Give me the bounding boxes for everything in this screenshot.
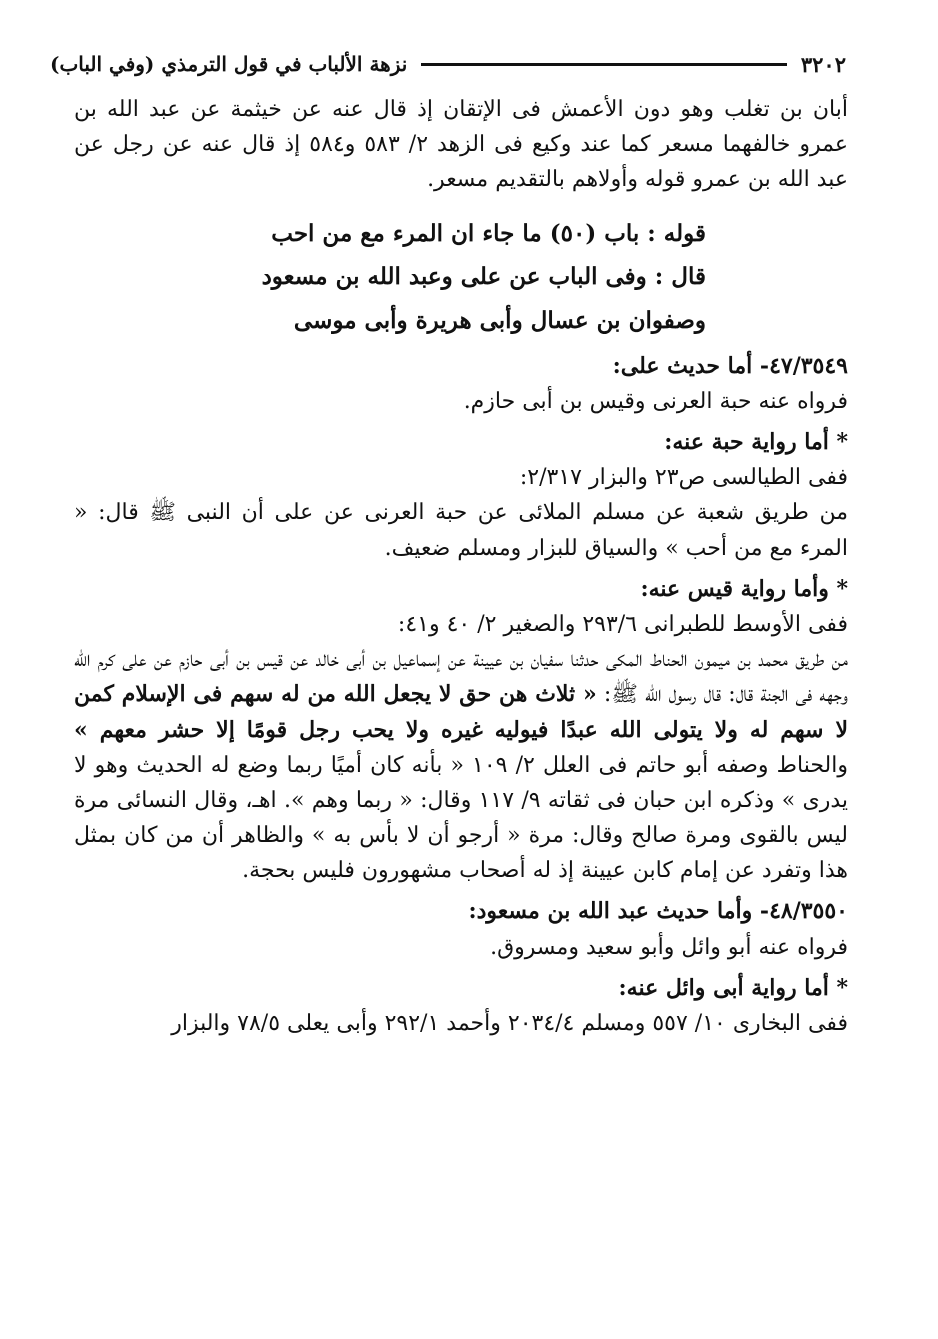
hadith-heading: ٤٨/٣٥٥٠- وأما حديث عبد الله بن مسعود: (468, 898, 848, 925)
hadith-heading: ٤٧/٣٥٤٩- أما حديث على: (612, 352, 848, 379)
paragraph: ففى الطيالسى ص٢٣ والبزار ٢/٣١٧: (519, 465, 848, 491)
narration-heading: * أما رواية حبة عنه: (664, 429, 848, 455)
header-rule (421, 63, 787, 66)
paragraph: فرواه عنه حبة العرنى وقيس بن أبى حازم. (463, 388, 848, 414)
paragraph: ففى البخارى ١٠/ ٥٥٧ ومسلم ٢٠٣٤/٤ وأحمد ٢٩٢/١ وأبى يعلى ٧٨/٥ والبزار (171, 1011, 848, 1036)
page-number: ٣٢٠٢ (800, 51, 846, 77)
page-header (50, 44, 846, 84)
paragraph: أبان بن تغلب وهو دون الأعمش فى الإتقان إذ قال عنه عن خيثمة عن عبد الله بن عمرو خالفهما مسعر كما عند وكيع فى الزهد ٢/ ٥٨٣ و٥٨٤ إذ قال عنه عن رجل عن عبد الله بن عمرو قوله وأولاهم بالتقديم مسعر. (74, 97, 849, 193)
hadith-quote: « ثلاث هن حق لا يجعل الله من له سهم فى الإسلام كمن لا سهم له ولا يتولى الله عبدًا فيوليه غيره ولا يحب رجل قومًا إلا حشر معهم » (74, 681, 848, 743)
chapter-heading: قوله : باب (٥٠) ما جاء ان المرء مع من احب (271, 219, 706, 247)
running-title: نزهة الألباب في قول الترمذي (وفي الباب) (50, 52, 408, 76)
page-body (74, 92, 848, 1041)
paragraph (74, 642, 848, 888)
paragraph-text: من طريق محمد بن ميمون الحناط المكى حدثنا سفيان بن عيينة عن إسماعيل بن أبى خالد عن قيس بن أبى حازم عن على كرم الله وجهه فى الجنة قال: قال رسول الله ﷺ: (74, 647, 848, 708)
paragraph: من طريق شعبة عن مسلم الملائى عن حبة العرنى عن على أن النبى ﷺ قال: « المرء مع من أحب » والسياق للبزار ومسلم ضعيف. (74, 500, 848, 561)
narration-heading: * وأما رواية قيس عنه: (640, 575, 848, 602)
chapter-subheading: قال : وفى الباب عن على وعبد الله بن مسعود (261, 263, 706, 291)
chapter-subheading: وصفوان بن عسال وأبى هريرة وأبى موسى (293, 306, 706, 334)
paragraph-text: والحناط وصفه أبو حاتم فى العلل ٢/ ١٠٩ « بأنه كان أميًا ربما وضع له الحديث وهو لا يدرى » وذكره ابن حبان فى ثقاته ٩/ ١١٧ وقال: « ربما وهم ». اهـ، وقال النسائى مرة ليس بالقوى ومرة صالح وقال: مرة « أرجو أن لا بأس به » والظاهر أن من كان بمثل هذا وتفرد عن إمام كابن عيينة إذ له أصحاب مشهورون فليس بحجة. (74, 752, 848, 884)
narration-heading: * أما رواية أبى وائل عنه: (618, 974, 848, 1001)
paragraph: ففى الأوسط للطبرانى ٢٩٣/٦ والصغير ٢/ ٤٠ و٤١: (397, 611, 848, 637)
paragraph: فرواه عنه أبو وائل وأبو سعيد ومسروق. (490, 934, 848, 960)
